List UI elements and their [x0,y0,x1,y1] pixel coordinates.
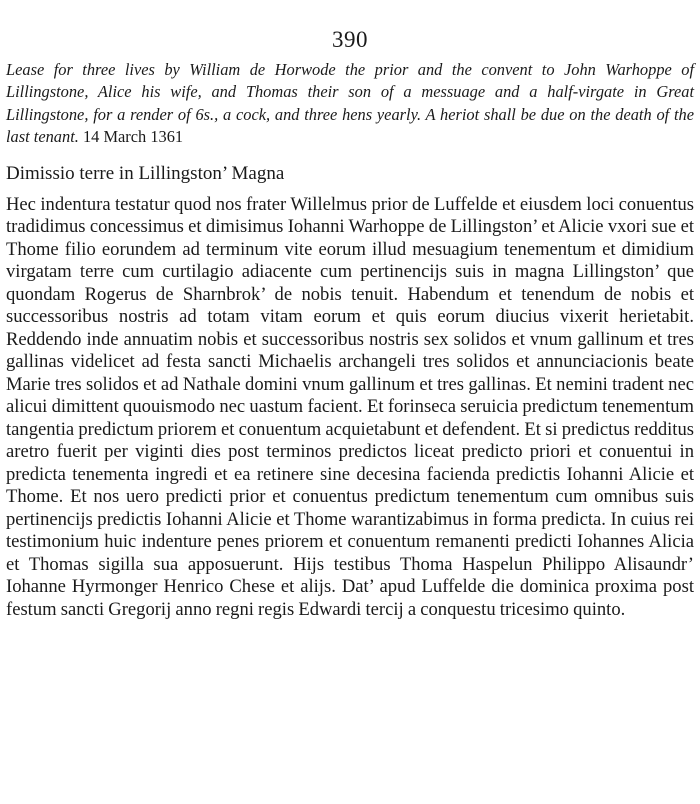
charter-text: Hec indentura testatur quod nos frater Willelmus prior de Luffelde et eiusdem loci conuentus tradidimus concessimus et dimisimus Iohanni Warhoppe de Lillingston’ et Alicie vxori sue et Thome filio eorundem ad terminum vite eorum illud mesuagium tenementum et dimidium virgatam terre cum curtilagio adiacente cum pertinencijs suis in magna Lillingston’ que quondam Rogerus de Sharnbrok’ de nobis tenuit. Habendum et tenendum de nobis et successoribus nostris ad totam vitam eorum et quis eorum diucius vixerit herietabit. Reddendo inde annuatim nobis et successoribus nostris sex solidos et vnum gallinum et tres gallinas videlicet ad festa sancti Michaelis archangeli tres solidos et annunciacionis beate Marie tres solidos et ad Nathale domini vnum gallinum et tres gallinas. Et nemini tradent nec alicui dimittent quouismodo nec uastum facient. Et forinseca seruicia predictum tenementum tangentia predictum priorem et conuentum acquietabunt et defendent. Et si predictus redditus aretro fuerit per viginti dies post terminos predictos liceat predicto priori et conuentui in predicta tenementa ingredi et ea retinere sine decesina facienda predictis Iohanni Alicie et Thome. Et nos uero predicti prior et conuentus predictum tenementum cum omnibus suis pertinencijs predictis Iohanni Alicie et Thome warantizabimus in forma predicta. In cuius rei testimonium huic indenture penes priorem et conuentum remanenti predicti Iohannes Alicia et Thomas sigilla sua apposuerunt. Hijs testibus Thoma Haspelun Philippo Alisaundr’ Iohanne Hyrmonger Henrico Chese et alijs. Dat’ apud Luffelde die dominica proxima post festum sancti Gregorij anno regni regis Edwardi tercij a conquestu tricesimo quinto. [6,193,694,620]
summary-text: Lease for three lives by William de Horwode the prior and the convent to John Warhoppe of Lillingstone, Alice his wife, and Thomas their son of a messuage and a half-virgate in Great Lillingstone, for a render of 6s., a cock, and three hens yearly. A heriot shall be due on the death of the last tenant. [6,60,694,147]
page-number: 390 [332,27,368,52]
charter-date: 14 March 1361 [82,127,184,147]
charter-heading: Dimissio terre in Lillingston’ Magna [6,162,285,184]
charter-summary [6,59,694,149]
